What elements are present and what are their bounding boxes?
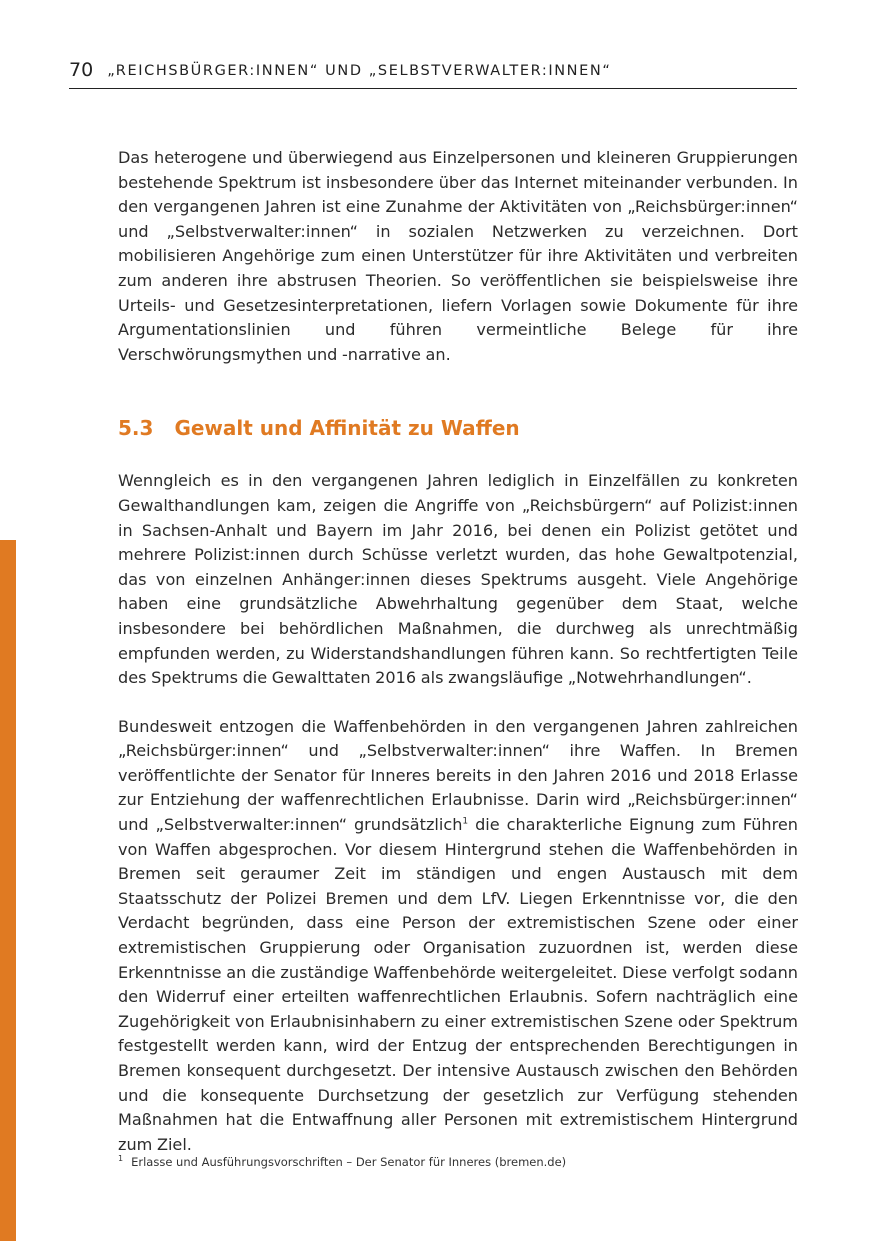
paragraph-2-part-1: Bundesweit entzogen die Waffenbehörden in den vergangenen Jahren zahlreichen „Reichsbürger:innen“ und „Selbstverwalter:innen“ ihre Waffen. In Bremen veröffentlichte der Senator für Inneres bereits in den Jahren 2016 und 2018 Erlasse zur Entziehung der waffenrechtlichen Erlaubnisse. Darin wird „Reichsbürger:innen“ und „Selbstverwalter:innen“ grundsätzlich [118,716,798,835]
running-title: „REICHSBÜRGER:INNEN“ UND „SELBSTVERWALTER:INNEN“ [107,63,612,79]
footnote-mark: 1 [118,1154,124,1163]
section-paragraph-1: Wenngleich es in den vergangenen Jahren lediglich in Einzelfällen zu konkreten Gewalthandlungen kam, zeigen die Angriffe von „Reichsbürgern“ auf Polizist:innen in Sachsen-Anhalt und Bayern im Jahr 2016, bei denen ein Polizist getötet und mehrere Polizist:innen durch Schüsse verletzt wurden, das hohe Gewaltpotenzial, das von einzelnen Anhänger:innen dieses Spektrums ausgeht. Viele Angehörige haben eine grundsätzliche Abwehrhaltung gegenüber dem Staat, welche insbesondere bei behördlichen Maßnahmen, die durchweg als unrechtmäßig empfunden werden, zu Widerstandshandlungen führen kann. So rechtfertigten Teile des Spektrums die Gewalttaten 2016 als zwangsläufige „Notwehrhandlungen“. [118,471,798,688]
page-header [69,58,797,89]
footnote-text[interactable]: Erlasse und Ausführungsvorschriften – Der Senator für Inneres (bremen.de) [131,1154,567,1169]
main-content [118,146,798,1157]
paragraph-2-part-2: die charakterliche Eignung zum Führen von Waffen abgesprochen. Vor diesem Hintergrund stehen die Waffenbehörden in Bremen seit geraumer Zeit im ständigen und engen Austausch mit dem Staatsschutz der Polizei Bremen und dem LfV. Liegen Erkenntnisse vor, die den Verdacht begründen, dass eine Person der extremistischen Szene oder einer extremistischen Gruppierung oder Organisation zuzuordnen ist, werden diese Erkenntnisse an die zuständige Waffenbehörde weitergeleitet. Diese verfolgt sodann den Widerruf einer erteilten waffenrechtlichen Erlaubnis. Sofern nachträglich eine Zugehörigkeit von Erlaubnisinhabern zu einer extremistischen Szene oder Spektrum festgestellt werden kann, wird der Entzug der entsprechenden Berechtigungen in Bremen konsequent durchgesetzt. Der intensive Austausch zwischen den Behörden und die konsequente Durchsetzung der gesetzlich zur Verfügung stehenden Maßnahmen hat die Entwaffnung aller Personen mit extremistischem Hintergrund zum Ziel. [118,815,798,1154]
section-paragraph-2 [118,715,798,1158]
footnote [118,1151,798,1170]
page-number: 70 [69,59,94,81]
footnote-reference[interactable]: 1 [462,816,469,827]
orange-side-bar [0,540,16,1241]
intro-paragraph: Das heterogene und überwiegend aus Einzelpersonen und kleineren Gruppierungen bestehende Spektrum ist insbesondere über das Internet miteinander verbunden. In den vergangenen Jahren ist eine Zunahme der Aktivitäten von „Reichsbürger:innen“ und „Selbstverwalter:innen“ in sozialen Netzwerken zu verzeichnen. Dort mobilisieren Angehörige zum einen Unterstützer für ihre Aktivitäten und verbreiten zum anderen ihre abstrusen Theorien. So veröffentlichen sie beispielsweise ihre Urteils- und Gesetzesinterpretationen, liefern Vorlagen sowie Dokumente für ihre Argumentationslinien und führen vermeintliche Belege für ihre Verschwörungsmythen und -narrative an. [118,148,798,364]
section-number: 5.3 [118,416,154,441]
section-heading [118,415,798,441]
section-title: Gewalt und Affinität zu Waffen [174,416,520,441]
